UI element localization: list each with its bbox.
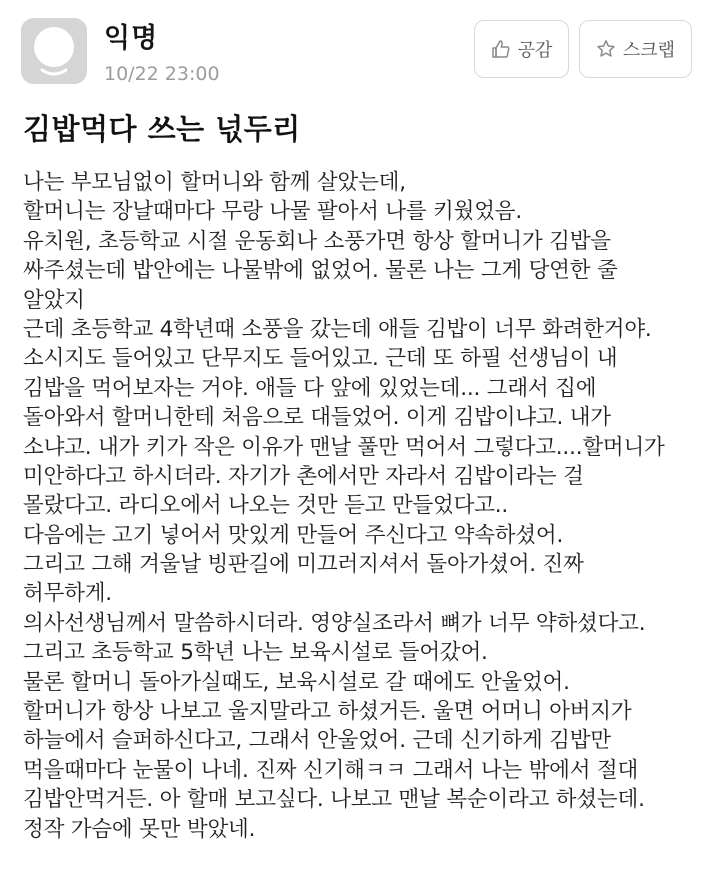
body-line: 소냐고. 내가 키가 작은 이유가 맨날 풀만 먹어서 그렇다고....할머니가 bbox=[23, 434, 665, 460]
body-line: 근데 초등학교 4학년때 소풍을 갔는데 애들 김밥이 너무 화려한거야. bbox=[23, 316, 652, 342]
body-line: 의사선생님께서 말씀하시더라. 영양실조라서 뼈가 너무 약하셨다고. bbox=[23, 610, 646, 636]
body-line: 알았지 bbox=[23, 287, 85, 313]
body-line: 돌아와서 할머니한테 처음으로 대들었어. 이게 김밥이냐고. 내가 bbox=[23, 405, 611, 431]
author-name: 익명 bbox=[104, 23, 159, 54]
body-line: 하늘에서 슬퍼하신다고, 그래서 안울었어. 근데 신기하게 김밥만 bbox=[23, 728, 611, 754]
scrap-button-label: 스크랩 bbox=[622, 40, 676, 61]
body-line: 나는 부모님없이 할머니와 함께 살았는데, bbox=[23, 170, 406, 195]
body-line: 그리고 그해 겨울날 빙판길에 미끄러지셔서 돌아가셨어. 진짜 bbox=[23, 552, 584, 578]
body-line: 할머니는 장날때마다 무랑 나물 팔아서 나를 키웠었음. bbox=[23, 199, 522, 225]
avatar-icon bbox=[21, 18, 87, 84]
post-title: 김밥먹다 쓰는 넋두리 bbox=[23, 112, 301, 146]
body-line: 물론 할머니 돌아가실때도, 보육시설로 갈 때에도 안울었어. bbox=[23, 669, 570, 695]
body-line: 할머니가 항상 나보고 울지말라고 하셨거든. 울면 어머니 아버지가 bbox=[23, 699, 632, 725]
body-line: 김밥을 먹어보자는 거야. 애들 다 앞에 있었는데... 그래서 집에 bbox=[23, 375, 597, 401]
like-button[interactable] bbox=[474, 20, 569, 78]
body-line: 정작 가슴에 못만 박았네. bbox=[23, 816, 256, 842]
body-line: 미안하다고 하시더라. 자기가 촌에서만 자라서 김밥이라는 걸 bbox=[23, 463, 584, 489]
post-date: 10/22 23:00 bbox=[104, 63, 220, 85]
body-line: 다음에는 고기 넣어서 맛있게 만들어 주신다고 약속하셨어. bbox=[23, 522, 564, 548]
body-line: 싸주셨는데 밥안에는 나물밖에 없었어. 물론 나는 그게 당연한 줄 bbox=[23, 258, 618, 284]
thumbs-up-icon bbox=[491, 39, 511, 59]
body-line: 유치원, 초등학교 시절 운동회나 소풍가면 항상 할머니가 김밥을 bbox=[23, 228, 611, 254]
body-line: 허무하게. bbox=[23, 581, 112, 607]
body-line: 김밥안먹거든. 아 할매 보고싶다. 나보고 맨날 복순이라고 하셨는데. bbox=[23, 787, 645, 813]
body-line: 소시지도 들어있고 단무지도 들어있고. 근데 또 하필 선생님이 내 bbox=[23, 346, 618, 372]
scrap-button[interactable] bbox=[579, 20, 692, 78]
like-button-label: 공감 bbox=[517, 40, 553, 61]
body-line: 몰랐다고. 라디오에서 나오는 것만 듣고 만들었다고.. bbox=[23, 493, 509, 519]
star-icon bbox=[596, 39, 616, 59]
post-body bbox=[23, 168, 707, 844]
post-header bbox=[0, 0, 714, 100]
body-line: 그리고 초등학교 5학년 나는 보육시설로 들어갔어. bbox=[23, 640, 488, 666]
body-line: 먹을때마다 눈물이 나네. 진짜 신기해ㅋㅋ 그래서 나는 밖에서 절대 bbox=[23, 757, 639, 783]
